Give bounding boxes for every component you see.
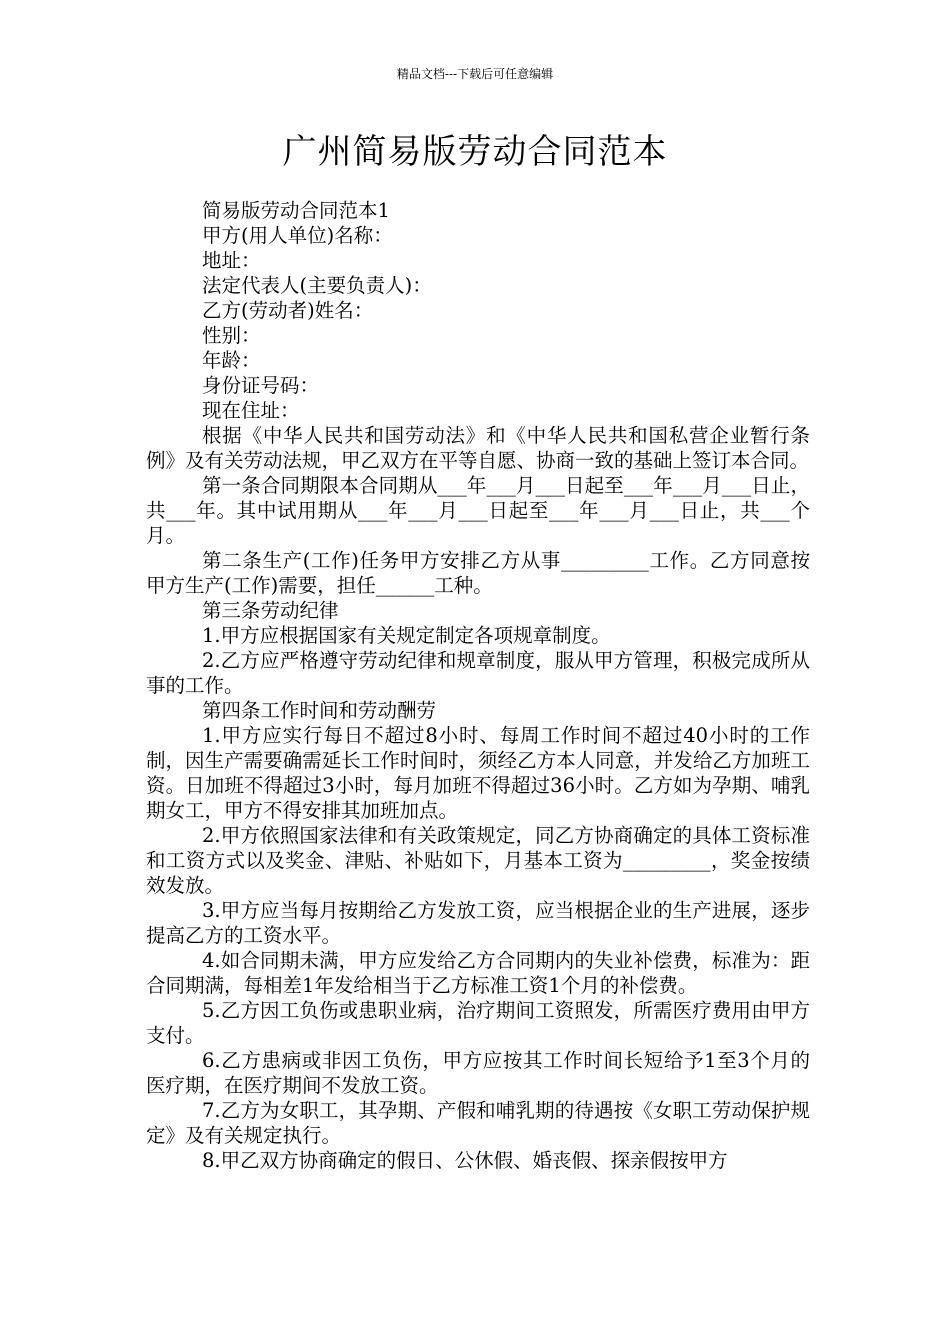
address-field: 地址： <box>202 249 261 272</box>
gender-field: 性别： <box>202 324 261 347</box>
article-4-item-5: 5.乙方因工负伤或患职业病，治疗期间工资照发，所需医疗费用由甲方支付。 <box>146 999 810 1047</box>
id-number-field: 身份证号码： <box>202 374 320 397</box>
article-3-item-1: 1.甲方应根据国家有关规定制定各项规章制度。 <box>202 624 611 647</box>
preamble-paragraph: 根据《中华人民共和国劳动法》和《中华人民共和国私营企业暂行条例》及有关劳动法规，甲乙双方在平等自愿、协商一致的基础上签订本合同。 <box>146 424 810 472</box>
document-body <box>146 198 810 1173</box>
article-4-item-7: 7.乙方为女职工，其孕期、产假和哺乳期的待遇按《女职工劳动保护规定》及有关规定执行。 <box>146 1099 810 1147</box>
current-address-field: 现在住址： <box>202 399 300 422</box>
article-2-paragraph: 第二条生产(工作)任务甲方安排乙方从事_________工作。乙方同意按甲方生产(工作)需要，担任______工种。 <box>146 549 810 597</box>
article-4-item-2: 2.甲方依照国家法律和有关政策规定，同乙方协商确定的具体工资标准和工资方式以及奖金、津贴、补贴如下，月基本工资为_________，奖金按绩效发放。 <box>146 824 810 897</box>
article-4-item-8: 8.甲乙双方协商确定的假日、公休假、婚丧假、探亲假按甲方 <box>202 1149 728 1172</box>
article-1-paragraph: 第一条合同期限本合同期从___年___月___日起至___年___月___日止，共___年。其中试用期从___年___月___日起至___年___月___日止，共___个月。 <box>146 474 810 547</box>
age-field: 年龄： <box>202 349 261 372</box>
article-3-heading: 第三条劳动纪律 <box>202 599 339 622</box>
employee-name-field: 乙方(劳动者)姓名： <box>202 299 374 322</box>
contract-subtitle: 简易版劳动合同范本1 <box>202 199 390 222</box>
employer-name-field: 甲方(用人单位)名称： <box>202 224 393 247</box>
article-3-item-2: 2.乙方应严格遵守劳动纪律和规章制度，服从甲方管理，积极完成所从事的工作。 <box>146 649 810 697</box>
document-title: 广州简易版劳动合同范本 <box>282 132 668 172</box>
article-4-item-4: 4.如合同期未满，甲方应发给乙方合同期内的失业补偿费，标准为：距合同期满，每相差1年发给相当于乙方标准工资1个月的补偿费。 <box>146 949 810 997</box>
article-4-item-1: 1.甲方应实行每日不超过8小时、每周工作时间不超过40小时的工作制，因生产需要确需延长工作时间时，须经乙方本人同意，并发给乙方加班工资。日加班不得超过3小时，每月加班不得超过36小时。乙方如为孕期、哺乳期女工，甲方不得安排其加班加点。 <box>146 724 810 822</box>
article-4-item-6: 6.乙方患病或非因工负伤，甲方应按其工作时间长短给予1至3个月的医疗期，在医疗期间不发放工资。 <box>146 1049 810 1097</box>
article-4-heading: 第四条工作时间和劳动酬劳 <box>202 699 437 722</box>
legal-representative-field: 法定代表人(主要负责人)： <box>202 274 432 297</box>
header-note: 精品文档---下载后可任意编辑 <box>396 67 554 81</box>
article-4-item-3: 3.甲方应当每月按期给乙方发放工资，应当根据企业的生产进展，逐步提高乙方的工资水平。 <box>146 899 810 947</box>
